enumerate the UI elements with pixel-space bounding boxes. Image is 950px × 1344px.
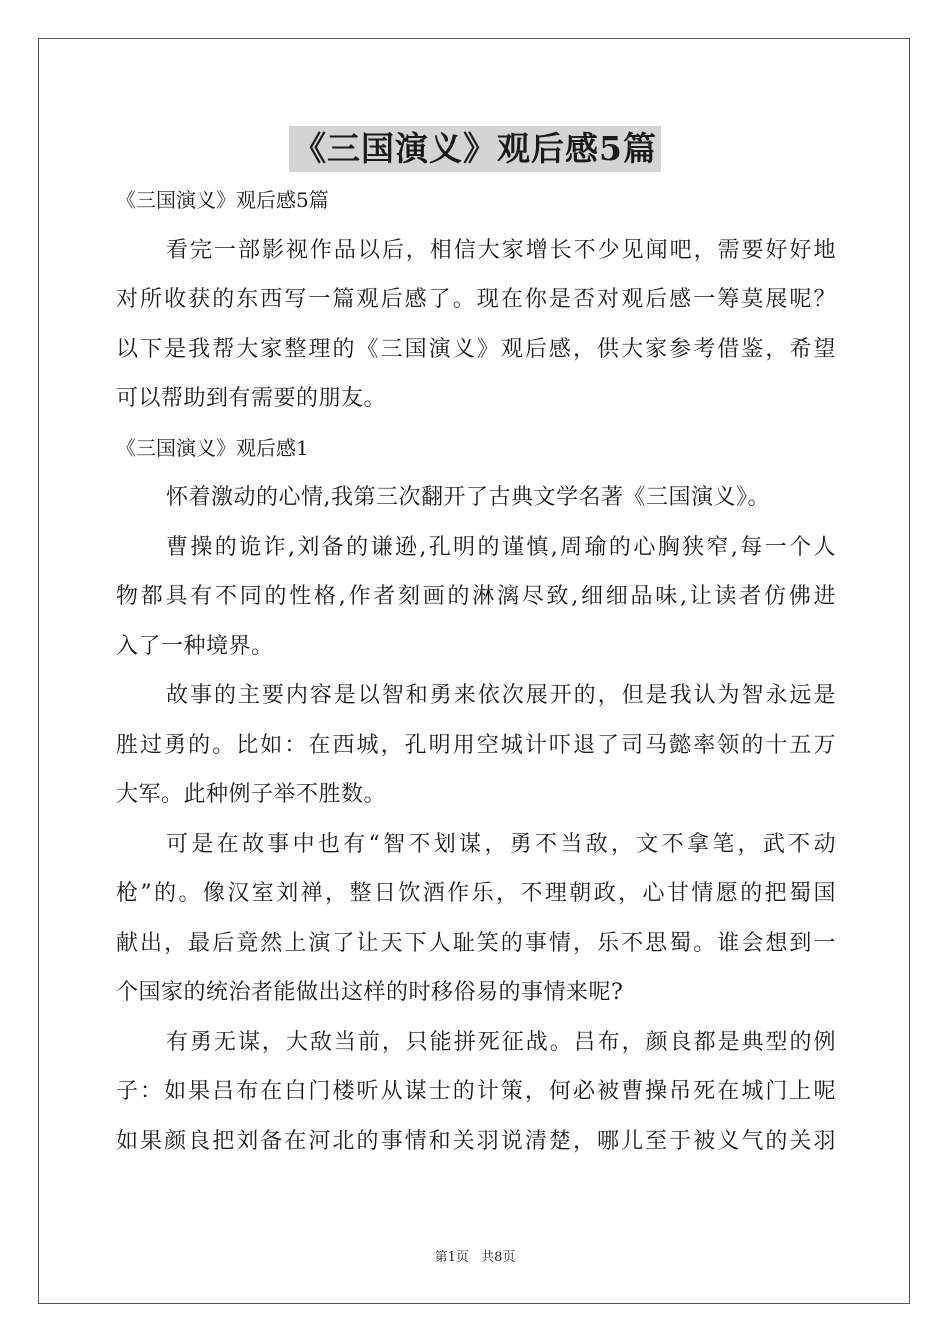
paragraph-line: 大军。此种例子举不胜数。 [116, 782, 387, 807]
paragraph-line: 献出，最后竟然上演了让天下人耻笑的事情，乐不思蜀。谁会想到一 [116, 930, 836, 956]
page-total: 共8页 [481, 1250, 516, 1265]
paragraph-line: 枪”的。像汉室刘禅，整日饮酒作乐，不理朝政，心甘情愿的把蜀国 [116, 881, 836, 906]
paragraph-line: 胜过勇的。比如：在西城，孔明用空城计吓退了司马懿率领的十五万 [116, 732, 836, 758]
paragraph-line: 物都具有不同的性格,作者刻画的淋漓尽致,细细品味,让读者仿佛进 [116, 584, 836, 609]
paragraph-line: 入了一种境界。 [116, 633, 274, 659]
document-title: 《三国演义》观后感5篇 [289, 126, 661, 172]
paragraph-line: 曹操的诡诈,刘备的谦逊,孔明的谨慎,周瑜的心胸狭窄,每一个人 [166, 534, 836, 560]
page-number: 第1页 [434, 1250, 469, 1265]
paragraph-line: 故事的主要内容是以智和勇来依次展开的，但是我认为智永远是 [166, 683, 836, 708]
paragraph-line: 可是在故事中也有“智不划谋，勇不当敌，文不拿笔，武不动 [166, 831, 836, 857]
subtitle-line: 《三国演义》观后感5篇 [116, 188, 329, 212]
title-container [0, 126, 950, 172]
paragraph-line: 以下是我帮大家整理的《三国演义》观后感，供大家参考借鉴，希望 [116, 336, 836, 362]
page-footer [0, 1246, 950, 1265]
paragraph-line: 对所收获的东西写一篇观后感了。现在你是否对观后感一筹莫展呢？ [116, 287, 836, 312]
document-body [116, 176, 836, 1166]
paragraph-line: 可以帮助到有需要的朋友。 [116, 386, 387, 411]
paragraph-line: 子：如果吕布在白门楼听从谋士的计策，何必被曹操吊死在城门上呢 [116, 1079, 836, 1104]
paragraph-line: 怀着激动的心情,我第三次翻开了古典文学名著《三国演义》。 [166, 485, 770, 510]
paragraph-line: 有勇无谋，大敌当前，只能拼死征战。吕布，颜良都是典型的例 [166, 1029, 836, 1055]
paragraph-line: 个国家的统治者能做出这样的时移俗易的事情来呢? [116, 980, 624, 1005]
paragraph-line: 看完一部影视作品以后，相信大家增长不少见闻吧，需要好好地 [166, 237, 836, 263]
paragraph-line: 如果颜良把刘备在河北的事情和关羽说清楚，哪儿至于被义气的关羽 [116, 1128, 836, 1154]
section-heading: 《三国演义》观后感1 [116, 435, 309, 460]
